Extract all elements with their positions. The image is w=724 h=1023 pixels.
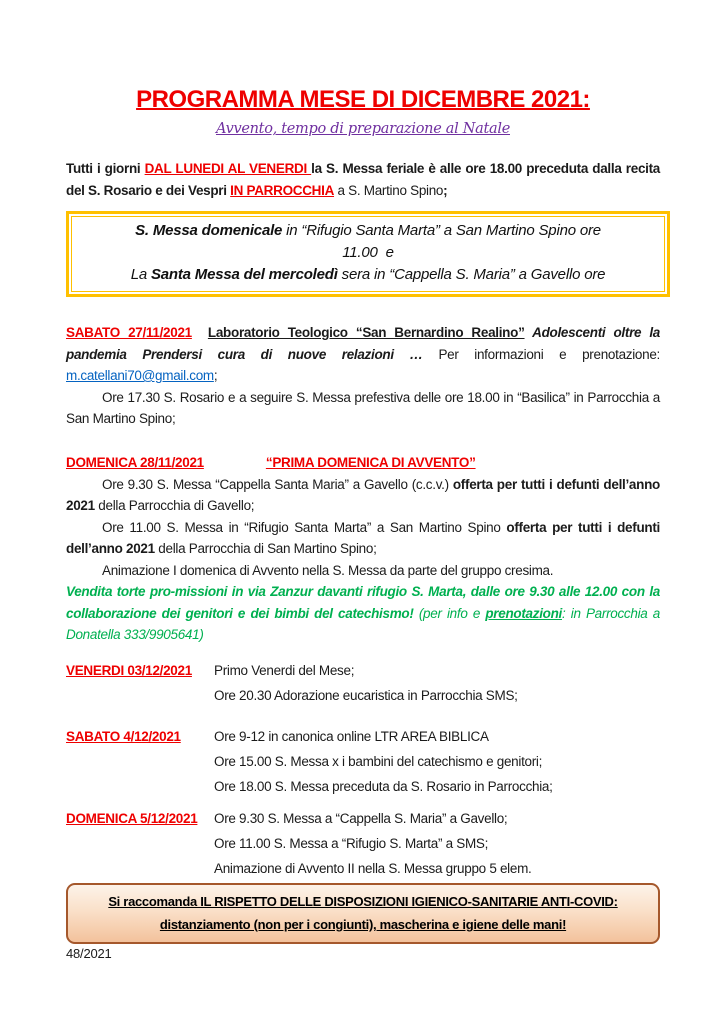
green-info-pre: (per info e — [413, 605, 486, 621]
sabato27-lab-subtitle: Adolescenti oltre la pandemia Prendersi cura di nuove relazioni … — [66, 325, 660, 362]
sabato04-date-heading — [66, 724, 214, 799]
sabato27-lab-title: Laboratorio Teologico “San Bernardino Realino” — [207, 325, 525, 340]
intro-highlight-weekdays: DAL LUNEDI AL VENERDI — [144, 161, 312, 176]
section-domenica-28-11 — [66, 452, 660, 646]
intro-highlight-parish: IN PARROCCHIA — [230, 182, 335, 198]
venerdi03-date-heading — [66, 658, 214, 708]
covid-rules-text: Si raccomanda IL RISPETTO DELLE DISPOSIZIONI IGIENICO-SANITARIE ANTI-COVID: distanziamento (non per i congiunti), mascherina e igiene delle mani! — [108, 894, 618, 932]
intro-post-punct: ; — [443, 182, 448, 198]
section-domenica-05-12 — [66, 806, 660, 881]
sunday-mass-line3 — [80, 264, 656, 286]
section-sabato-27-11 — [66, 322, 660, 430]
domenica28-heading — [66, 452, 660, 474]
domenica28-p1-bold: offerta per tutti i defunti dell’anno 2021 — [66, 476, 660, 513]
sabato27-info-post: ; — [213, 368, 218, 383]
event-line: Animazione di Avvento II nella S. Messa gruppo 5 elem. — [214, 861, 532, 876]
green-bookings-emphasis: prenotazioni — [485, 605, 562, 621]
domenica28-p1-pre: Ore 9.30 S. Messa “Cappella Santa Maria” a Gavello (c.c.v.) — [102, 476, 453, 492]
sunday-mass-line3-pre: La — [130, 266, 151, 283]
covid-rules-box — [66, 883, 660, 944]
sabato04-events — [214, 724, 660, 799]
intro-post: a S. Martino Spino — [334, 182, 444, 198]
domenica05-events — [214, 806, 660, 881]
sunday-mass-line3-rest: sera in “Cappella S. Maria” a Gavello ore — [337, 266, 606, 283]
intro-mid: la S. Messa feriale è alle ore 18.00 preceduta dalla recita del S. Rosario e dei Vespri — [66, 161, 661, 198]
sabato27-paragraph1 — [66, 322, 660, 387]
cake-sale-notice: Vendita torte pro-missioni in via Zanzur davanti rifugio S. Marta, dalle ore 9.30 alle 12.00 con la collaborazione dei genitori e dei bimbi del catechismo! — [66, 584, 660, 621]
domenica28-p1-post: della Parrocchia di Gavello; — [94, 498, 255, 513]
event-line: Ore 9.30 S. Messa a “Cappella S. Maria” a Gavello; — [214, 811, 508, 826]
domenica28-p2-post: della Parrocchia di San Martino Spino; — [154, 541, 377, 556]
sunday-mass-box — [66, 211, 670, 297]
domenica28-green-notice — [66, 581, 660, 646]
domenica28-date-heading: DOMENICA 28/11/2021 — [66, 455, 204, 470]
sunday-mass-line1-bold: S. Messa domenicale — [135, 222, 283, 239]
sabato27-info-pre: Per informazioni e prenotazione: — [422, 346, 661, 362]
event-line: Ore 18.00 S. Messa preceduta da S. Rosario in Parrocchia; — [214, 779, 553, 794]
green-info-post: : in Parrocchia a Donatella 333/9905641) — [66, 605, 661, 642]
domenica05-date-heading — [66, 806, 214, 881]
page-title: PROGRAMMA MESE DI DICEMBRE 2021: — [136, 86, 590, 113]
sabato27-date-heading: SABATO 27/11/2021 — [66, 325, 192, 340]
intro-pre: Tutti i giorni — [66, 161, 145, 176]
sunday-mass-line3-bold: Santa Messa del mercoledì — [150, 266, 338, 283]
bulletin-number: 48/2021 — [66, 946, 112, 961]
venerdi03-events — [214, 658, 660, 708]
domenica28-title: “PRIMA DOMENICA DI AVVENTO” — [265, 455, 476, 470]
event-line: Ore 20.30 Adorazione eucaristica in Parrocchia SMS; — [214, 688, 518, 703]
page-subtitle: Avvento, tempo di preparazione al Natale — [215, 121, 510, 137]
domenica28-paragraph2 — [66, 517, 660, 560]
sunday-mass-line1 — [80, 220, 656, 242]
section-venerdi-03-12 — [66, 658, 660, 708]
email-link[interactable]: m.catellani70@gmail.com — [66, 368, 214, 383]
event-line: Ore 15.00 S. Messa x i bambini del catechismo e genitori; — [214, 754, 543, 769]
venerdi03-date-text: VENERDI 03/12/2021 — [66, 663, 192, 678]
event-line: Primo Venerdi del Mese; — [214, 663, 355, 678]
sabato27-paragraph2: Ore 17.30 S. Rosario e a seguire S. Messa prefestiva delle ore 18.00 in “Basilica” in Parrocchia a San Martino Spino; — [66, 389, 660, 426]
domenica05-date-text: DOMENICA 5/12/2021 — [66, 811, 198, 826]
domenica28-paragraph3: Animazione I domenica di Avvento nella S. Messa da parte del gruppo cresima. — [102, 562, 554, 578]
domenica28-p2-bold: offerta per tutti i defunti dell’anno 2021 — [66, 519, 660, 556]
event-line: Ore 11.00 S. Messa a “Rifugio S. Marta” a SMS; — [214, 836, 489, 851]
domenica28-p2-pre: Ore 11.00 S. Messa in “Rifugio Santa Marta” a San Martino Spino — [102, 519, 507, 535]
sunday-mass-line1-rest: in “Rifugio Santa Marta” a San Martino Spino ore — [282, 222, 601, 239]
intro-paragraph — [66, 158, 660, 201]
sunday-mass-line2: 11.00 e — [342, 244, 394, 261]
sabato04-date-text: SABATO 4/12/2021 — [66, 729, 181, 744]
sunday-mass-box-content — [71, 216, 665, 292]
event-line: Ore 9-12 in canonica online LTR AREA BIBLICA — [214, 729, 489, 744]
section-sabato-04-12 — [66, 724, 660, 799]
domenica28-paragraph1 — [66, 474, 660, 517]
